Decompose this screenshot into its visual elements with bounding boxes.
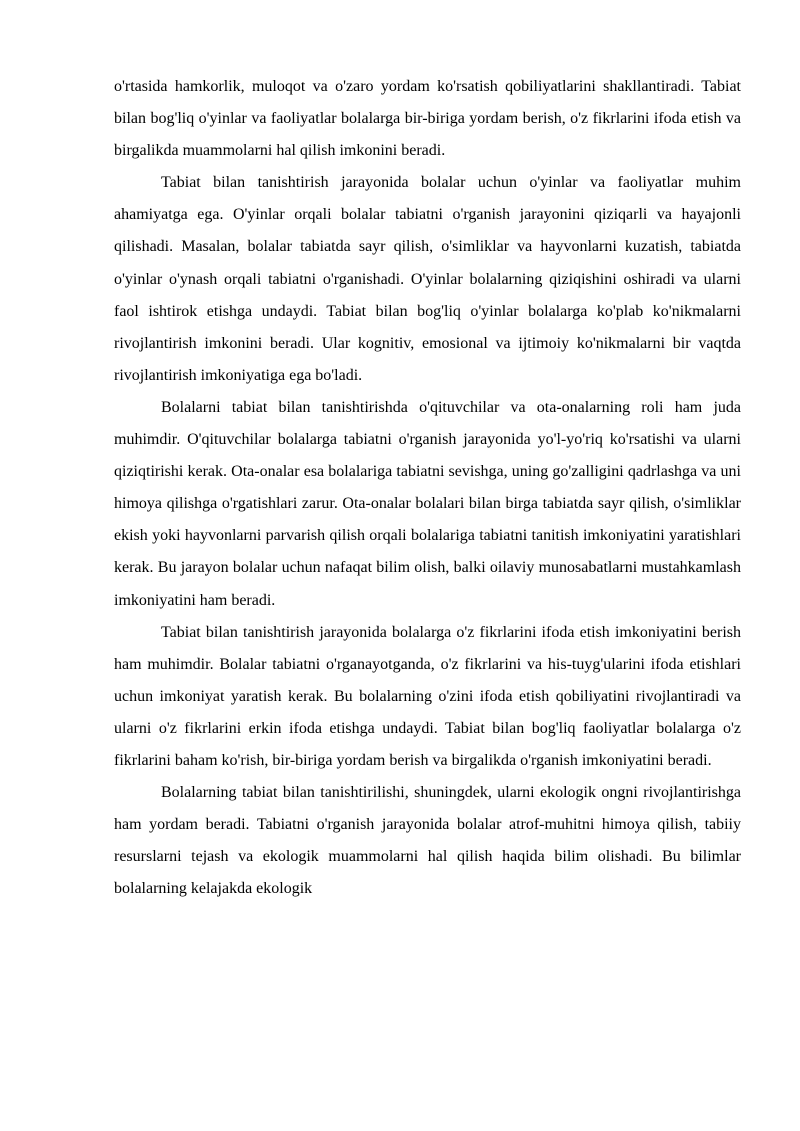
paragraph-5: Bolalarning tabiat bilan tanishtirilishi, shuningdek, ularni ekologik ongni rivojlantirishga ham yordam beradi. Tabiatni o'rganish jarayonida bolalar atrof-muhitni himoya qilish, tabiiy resurslarni tejash va ekologik muammolarni hal qilish haqida bilim olishadi. Bu bilimlar bolalarning kelajakda ekologik [114, 784, 741, 898]
paragraph-3: Bolalarni tabiat bilan tanishtirishda o'qituvchilar va ota-onalarning roli ham juda muhimdir. O'qituvchilar bolalarga tabiatni o'rganish jarayonida yo'l-yo'riq ko'rsatishi va ularni qiziqtirishi kerak. Ota-onalar esa bolalariga tabiatni sevishga, uning go'zalligini qadrlashga va uni himoya qilishga o'rgatishlari zarur. Ota-onalar bolalari bilan birga tabiatda sayr qilish, o'simliklar ekish yoki hayvonlarni parvarish qilish orqali bolalariga tabiatni tanitish imkoniyatini yaratishlari kerak. Bu jarayon bolalar uchun nafaqat bilim olish, balki oilaviy munosabatlarni mustahkamlash imkoniyatini ham beradi. [114, 398, 741, 609]
paragraph-2: Tabiat bilan tanishtirish jarayonida bolalar uchun o'yinlar va faoliyatlar muhim ahamiyatga ega. O'yinlar orqali bolalar tabiatni o'rganish jarayonini qiziqarli va hayajonli qilishadi. Masalan, bolalar tabiatda sayr qilish, o'simliklar va hayvonlarni kuzatish, tabiatda o'yinlar o'ynash orqali tabiatni o'rganishadi. O'yinlar bolalarning qiziqishini oshiradi va ularni faol ishtirok etishga undaydi. Tabiat bilan bog'liq o'yinlar bolalarga ko'plab ko'nikmalarni rivojlantirish imkonini beradi. Ular kognitiv, emosional va ijtimoiy ko'nikmalarni bir vaqtda rivojlantirish imkoniyatiga ega bo'ladi. [114, 174, 741, 384]
paragraph-1: o'rtasida hamkorlik, muloqot va o'zaro yordam ko'rsatish qobiliyatlarini shakllantiradi. Tabiat bilan bog'liq o'yinlar va faoliyatlar bolalarga bir-biriga yordam berish, o'z fikrlarini ifoda etish va birgalikda muammolarni hal qilish imkonini beradi. [114, 78, 741, 160]
paragraph-4: Tabiat bilan tanishtirish jarayonida bolalarga o'z fikrlarini ifoda etish imkoniyatini berish ham muhimdir. Bolalar tabiatni o'rganayotganda, o'z fikrlarini va his-tuyg'ularini ifoda etishlari uchun imkoniyat yaratish kerak. Bu bolalarning o'zini ifoda etish qobiliyatini rivojlantiradi va ularni o'z fikrlarini erkin ifoda etishga undaydi. Tabiat bilan bog'liq faoliyatlar bolalarga o'z fikrlarini baham ko'rish, bir-biriga yordam berish va birgalikda o'rganish imkoniyatini beradi. [114, 623, 741, 769]
document-page [114, 71, 741, 905]
